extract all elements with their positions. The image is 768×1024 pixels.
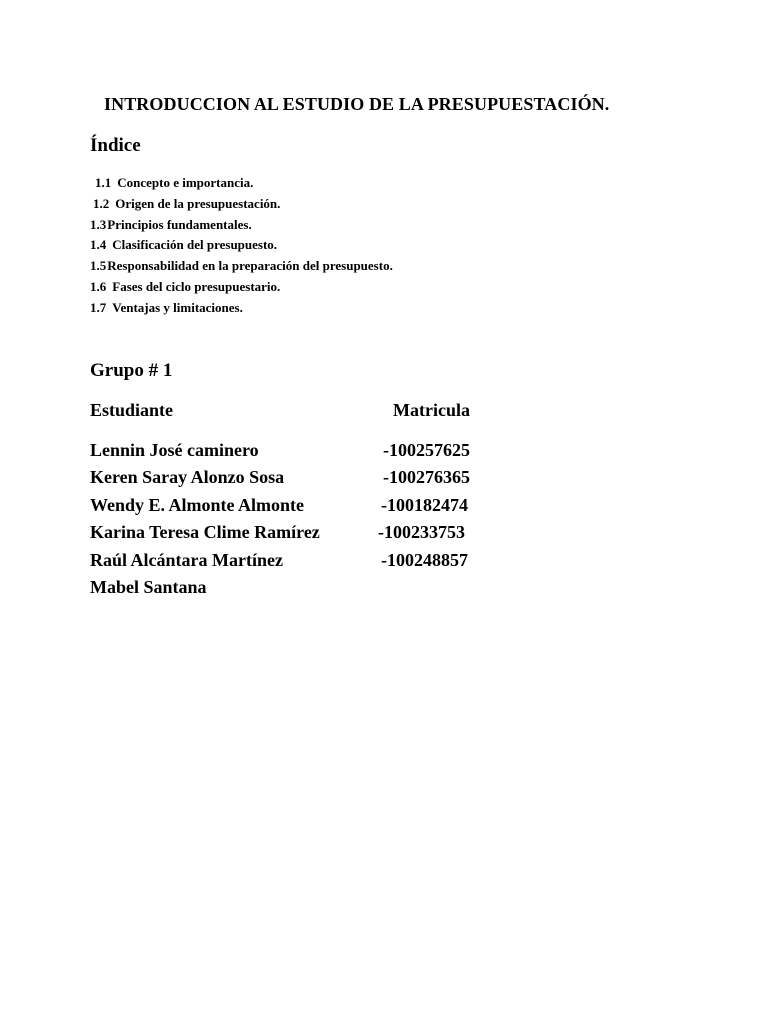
toc-item-number: 1.6 bbox=[90, 278, 107, 294]
student-row bbox=[90, 440, 490, 467]
student-name: Mabel Santana bbox=[90, 576, 207, 597]
toc-item bbox=[90, 235, 393, 256]
student-matricula: -100248857 bbox=[381, 549, 468, 570]
student-matricula: -100233753 bbox=[378, 522, 465, 543]
student-row bbox=[90, 467, 490, 494]
students-header-row bbox=[90, 400, 490, 440]
toc-item-text: Principios fundamentales. bbox=[107, 216, 252, 232]
student-column-header: Estudiante bbox=[90, 400, 174, 420]
toc-item-number: 1.7 bbox=[90, 299, 107, 315]
toc-item bbox=[90, 298, 393, 319]
matricula-column-header: Matricula bbox=[393, 400, 470, 420]
student-name: Lennin José caminero bbox=[90, 440, 259, 460]
document-title: INTRODUCCION AL ESTUDIO DE LA PRESUPUESTACIÓN. bbox=[104, 94, 610, 114]
toc-item-number: 1.2 bbox=[93, 195, 110, 211]
toc-item-text: Origen de la presupuestación. bbox=[115, 195, 281, 211]
toc-item bbox=[90, 215, 393, 236]
student-name: Wendy E. Almonte Almonte bbox=[90, 494, 305, 515]
group-title: Grupo # 1 bbox=[90, 360, 173, 381]
toc-item-number: 1.5 bbox=[90, 258, 107, 274]
table-of-contents bbox=[90, 173, 393, 319]
toc-item-text: Concepto e importancia. bbox=[117, 175, 254, 190]
toc-item-number: 1.3 bbox=[90, 216, 107, 232]
student-name: Keren Saray Alonzo Sosa bbox=[90, 467, 285, 488]
student-row bbox=[90, 577, 490, 604]
student-matricula: -100257625 bbox=[383, 440, 470, 460]
student-row bbox=[90, 522, 490, 549]
toc-item bbox=[90, 194, 393, 215]
toc-item bbox=[90, 173, 393, 194]
toc-item-number: 1.4 bbox=[90, 237, 107, 253]
toc-item-text: Clasificación del presupuesto. bbox=[112, 237, 278, 253]
toc-item bbox=[90, 277, 393, 298]
toc-item bbox=[90, 256, 393, 277]
index-heading: Índice bbox=[90, 135, 141, 156]
toc-item-text: Fases del ciclo presupuestario. bbox=[112, 278, 281, 294]
student-matricula: -100276365 bbox=[383, 467, 470, 488]
student-name: Raúl Alcántara Martínez bbox=[90, 549, 283, 570]
student-matricula: -100182474 bbox=[381, 494, 468, 515]
toc-item-text: Ventajas y limitaciones. bbox=[112, 299, 243, 315]
toc-item-number: 1.1 bbox=[95, 175, 112, 190]
student-name: Karina Teresa Clime Ramírez bbox=[90, 522, 320, 543]
student-row bbox=[90, 495, 490, 522]
toc-item-text: Responsabilidad en la preparación del presupuesto. bbox=[107, 258, 393, 274]
student-row bbox=[90, 550, 490, 577]
students-table bbox=[90, 400, 490, 604]
